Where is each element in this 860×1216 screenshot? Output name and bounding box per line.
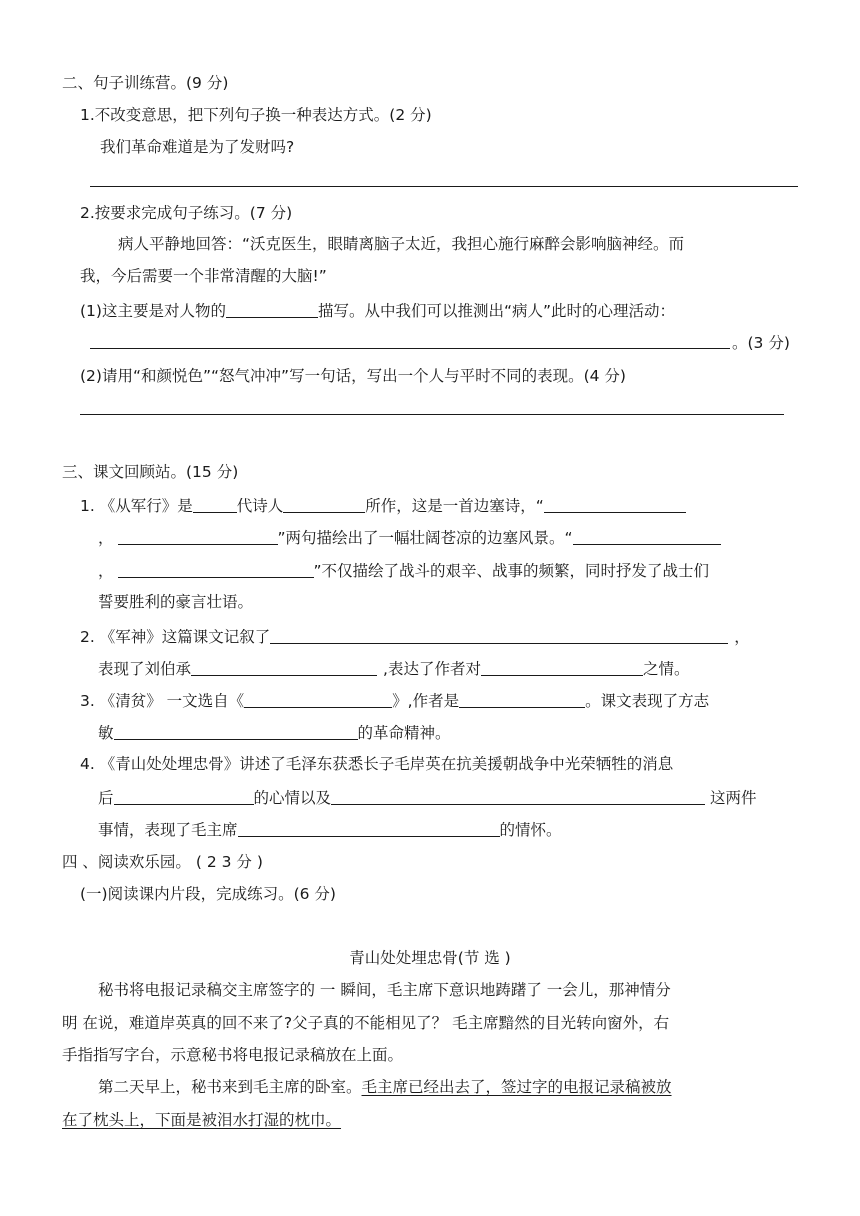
q3-text-d: 敏	[98, 724, 114, 742]
passage-para1-line1: 秘书将电报记录稿交主席签字的 一 瞬间，毛主席下意识地踌躇了 一会儿，那神情分	[98, 981, 671, 999]
section2-q2-sub2-answer-line	[80, 414, 784, 415]
q1-blank-verse2	[118, 527, 278, 545]
section2-q2-prompt: 2.按要求完成句子练习。(7 分)	[80, 204, 293, 222]
section2-q2-passage-line2: 我，今后需要一个非常清醒的大脑!”	[80, 267, 327, 285]
q1-comma-1: ，	[98, 529, 114, 547]
q3-blank-author	[459, 690, 585, 708]
section2-q2-sub1-end: 。(3 分)	[732, 334, 790, 352]
section3-q1-line2	[98, 527, 721, 548]
section4-sub1: (一)阅读课内片段，完成练习。(6 分)	[80, 885, 336, 903]
section3-q1-line3	[98, 560, 709, 581]
q1-text-e: ”不仅描绘了战斗的艰辛、战事的频繁，同时抒发了战士们	[313, 562, 710, 580]
passage-para1-line2: 明 在说，难道岸英真的回不来了?父子真的不能相见了？ 毛主席黯然的目光转向窗外，右	[62, 1014, 670, 1032]
section3-title: 三、课文回顾站。(15 分)	[62, 463, 239, 481]
q1-blank-verse4	[118, 560, 314, 578]
q1-comma-2: ，	[98, 562, 114, 580]
para2-plain-text: 第二天早上，秘书来到毛主席的卧室。	[98, 1078, 362, 1096]
q2-blank-quality	[191, 658, 377, 676]
section4-title: 四 、阅读欢乐园。 ( 2 3 分 )	[62, 853, 263, 871]
section3-q4-line2	[98, 787, 756, 808]
q1-blank-poet	[283, 495, 365, 513]
para2-underlined-text-1: 毛主席已经出去了，签过字的电报记录稿被放	[361, 1078, 672, 1096]
q2-comma: ，	[734, 628, 750, 646]
passage-title: 青山处处埋忠骨(节 选 )	[349, 949, 511, 967]
q4-text-a: 后	[98, 789, 114, 807]
section2-q2-sub1	[80, 300, 675, 321]
section2-q2-sub1-answer-line	[90, 348, 730, 349]
section3-q3-line2	[98, 722, 451, 743]
q3-text-b: 》,作者是	[392, 692, 460, 710]
passage-para1-line3: 手指指写字台，示意秘书将电报记录稿放在上面。	[62, 1046, 404, 1064]
passage-para2-line1	[98, 1077, 672, 1097]
section2-q2-passage-line1: 病人平静地回答：“沃克医生，眼睛离脑子太近，我担心施行麻醉会影响脑神经。而	[118, 235, 685, 253]
q3-blank-source	[244, 690, 392, 708]
q2-text-d: 之情。	[642, 660, 690, 678]
q1-blank-dynasty	[193, 495, 237, 513]
q3-text-e: 的革命精神。	[357, 724, 451, 742]
q4-blank-feeling	[238, 819, 500, 837]
q2-text-b: 表现了刘伯承	[98, 660, 192, 678]
q4-text-b: 的心情以及	[253, 789, 332, 807]
q1-blank-verse1	[544, 495, 686, 513]
q1-text-b: 代诗人	[236, 497, 284, 515]
sub1-blank-description	[226, 300, 318, 318]
q2-text-a: 2. 《军神》这篇课文记叙了	[80, 628, 271, 646]
section3-q2-line2	[98, 658, 689, 679]
section2-q2-sub2: (2)请用“和颜悦色”“怒气冲冲”写一句话，写出一个人与平时不同的表现。(4 分)	[80, 367, 626, 385]
q1-text-a: 1. 《从军行》是	[80, 497, 193, 515]
q1-blank-verse3	[573, 527, 721, 545]
section3-q4-line1: 4. 《青山处处埋忠骨》讲述了毛泽东获悉长子毛岸英在抗美援朝战争中光荣牺牲的消息	[80, 755, 674, 773]
q4-blank-event	[331, 787, 705, 805]
passage-para2-line2	[62, 1110, 341, 1130]
q2-blank-event	[270, 626, 728, 644]
section3-q3-line1	[80, 690, 709, 711]
q3-blank-spirit	[114, 722, 358, 740]
section3-q2-line1	[80, 626, 750, 647]
q4-blank-mood	[114, 787, 254, 805]
q2-text-c: ,表达了作者对	[383, 660, 481, 678]
q1-text-c: 所作，这是一首边塞诗，“	[365, 497, 544, 515]
section2-q1-answer-line	[90, 186, 798, 187]
section2-q1-sentence: 我们革命难道是为了发财吗?	[100, 138, 295, 156]
sub1-part1: (1)这主要是对人物的	[80, 302, 226, 320]
section3-q1-line4: 誓要胜利的豪言壮语。	[98, 593, 254, 611]
q4-text-c: 这两件	[705, 789, 757, 807]
section3-q4-line3	[98, 819, 562, 840]
q4-text-e: 的情怀。	[499, 821, 562, 839]
q3-text-a: 3. 《清贫》 一文选自《	[80, 692, 245, 710]
q3-text-c: 。课文表现了方志	[585, 692, 710, 710]
para2-underlined-text-2: 在了枕头上，下面是被泪水打湿的枕巾。	[62, 1111, 342, 1129]
section3-q1-line1	[80, 495, 686, 516]
q2-blank-feeling	[481, 658, 643, 676]
q4-text-d: 事情，表现了毛主席	[98, 821, 238, 839]
q1-text-d: ”两句描绘出了一幅壮阔苍凉的边塞风景。“	[277, 529, 573, 547]
section2-title: 二、句子训练营。(9 分)	[62, 74, 229, 92]
section2-q1-prompt: 1.不改变意思，把下列句子换一种表达方式。(2 分)	[80, 106, 432, 124]
sub1-part2: 描写。从中我们可以推测出“病人”此时的心理活动：	[317, 302, 676, 320]
